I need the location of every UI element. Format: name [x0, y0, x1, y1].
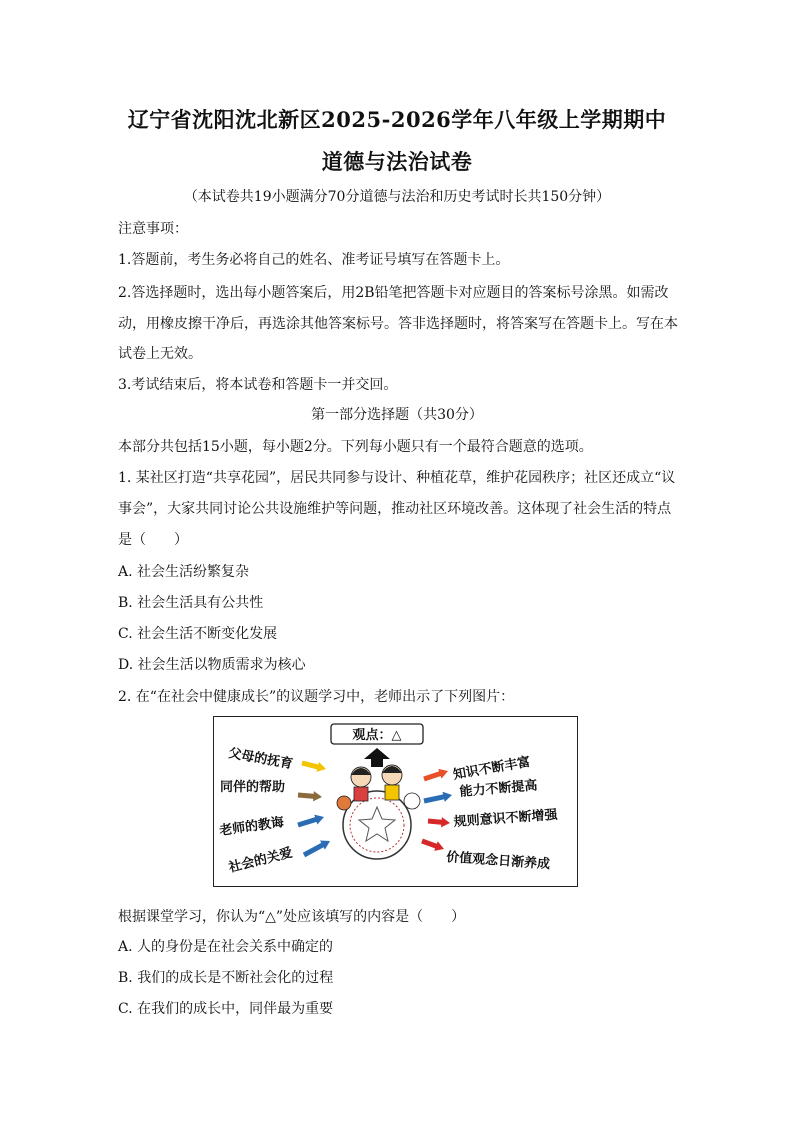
viewpoint-label: 观点：△ [352, 728, 402, 743]
flower-icon [404, 793, 420, 809]
notice-item-1: 1.答题前，考生务必将自己的姓名、准考证号填写在答题卡上。 [118, 252, 510, 268]
label-ability: 能力不断提高 [459, 778, 539, 800]
arrow-head-icon [441, 817, 450, 827]
q2-figure [213, 716, 578, 887]
label-rules: 规则意识不断增强 [453, 807, 559, 830]
arrow-icon [298, 819, 318, 825]
q2-option-b: B. 我们的成长是不断社会化的过程 [118, 970, 334, 986]
arrow-icon [302, 763, 320, 768]
section-intro: 本部分共包括15小题，每小题2分。下列每小题只有一个最符合题意的选项。 [118, 439, 593, 455]
arrow-icon [424, 796, 446, 801]
label-peers: 同伴的帮助 [220, 780, 286, 795]
arrow-head-icon [313, 791, 322, 801]
notice-item-2c: 试卷上无效。 [118, 346, 202, 362]
label-parents: 父母的抚育 [227, 746, 294, 773]
exam-title-line2: 道德与法治试卷 [321, 149, 473, 174]
label-knowledge: 知识不断丰富 [452, 754, 532, 783]
notice-heading: 注意事项： [118, 221, 188, 237]
q1-stem-b: 事会”，大家共同讨论公共设施维护等问题，推动社区环境改善。这体现了社会生活的特点 [118, 501, 672, 517]
arrow-head-icon [316, 762, 326, 772]
q1-stem-a: 1. 某社区打造“共享花园”，居民共同参与设计、种植花草，维护花园秩序；社区还成立“议 [118, 470, 676, 486]
flower-icon [337, 796, 351, 810]
up-arrow-icon [364, 748, 390, 767]
section-title: 第一部分选择题（共30分） [311, 407, 483, 423]
q2-option-a: A. 人的身份是在社会关系中确定的 [118, 939, 334, 955]
label-teachers: 老师的教诲 [218, 815, 285, 839]
q1-option-c: C. 社会生活不断变化发展 [118, 626, 278, 642]
growth-illustration [214, 717, 577, 886]
arrow-icon [304, 844, 325, 855]
exam-title-line1: 辽宁省沈阳沈北新区2025-2026学年八年级上学期期中 [127, 107, 667, 132]
arrow-head-icon [443, 792, 452, 802]
notice-item-3: 3.考试结束后，将本试卷和答题卡一并交回。 [118, 377, 398, 393]
q1-stem-c: 是（ ） [118, 532, 188, 548]
arrow-icon [298, 795, 316, 797]
notice-item-2a: 2.答选择题时，选出每小题答案后，用2B铅笔把答题卡对应题目的答案标号涂黑。如需改 [118, 285, 669, 301]
label-society: 社会的关爱 [227, 845, 295, 876]
q2-option-c: C. 在我们的成长中，同伴最为重要 [118, 1001, 334, 1017]
q2-stem: 2. 在“在社会中健康成长”的议题学习中，老师出示了下列图片： [118, 689, 515, 705]
q1-option-a: A. 社会生活纷繁复杂 [118, 564, 250, 580]
notice-item-2b: 动，用橡皮擦干净后，再选涂其他答案标号。答非选择题时，将答案写在答题卡上。写在本 [118, 316, 678, 332]
q1-option-d: D. 社会生活以物质需求为核心 [118, 657, 306, 673]
arrow-icon [424, 773, 442, 779]
label-values: 价值观念日渐养成 [445, 850, 551, 873]
q2-question: 根据课堂学习，你认为“△”处应该填写的内容是（ ） [118, 909, 466, 925]
arrow-icon [422, 841, 438, 847]
q1-option-b: B. 社会生活具有公共性 [118, 595, 264, 611]
exam-subtitle: （本试卷共19小题满分70分道德与法治和历史考试时长共150分钟） [183, 189, 611, 205]
